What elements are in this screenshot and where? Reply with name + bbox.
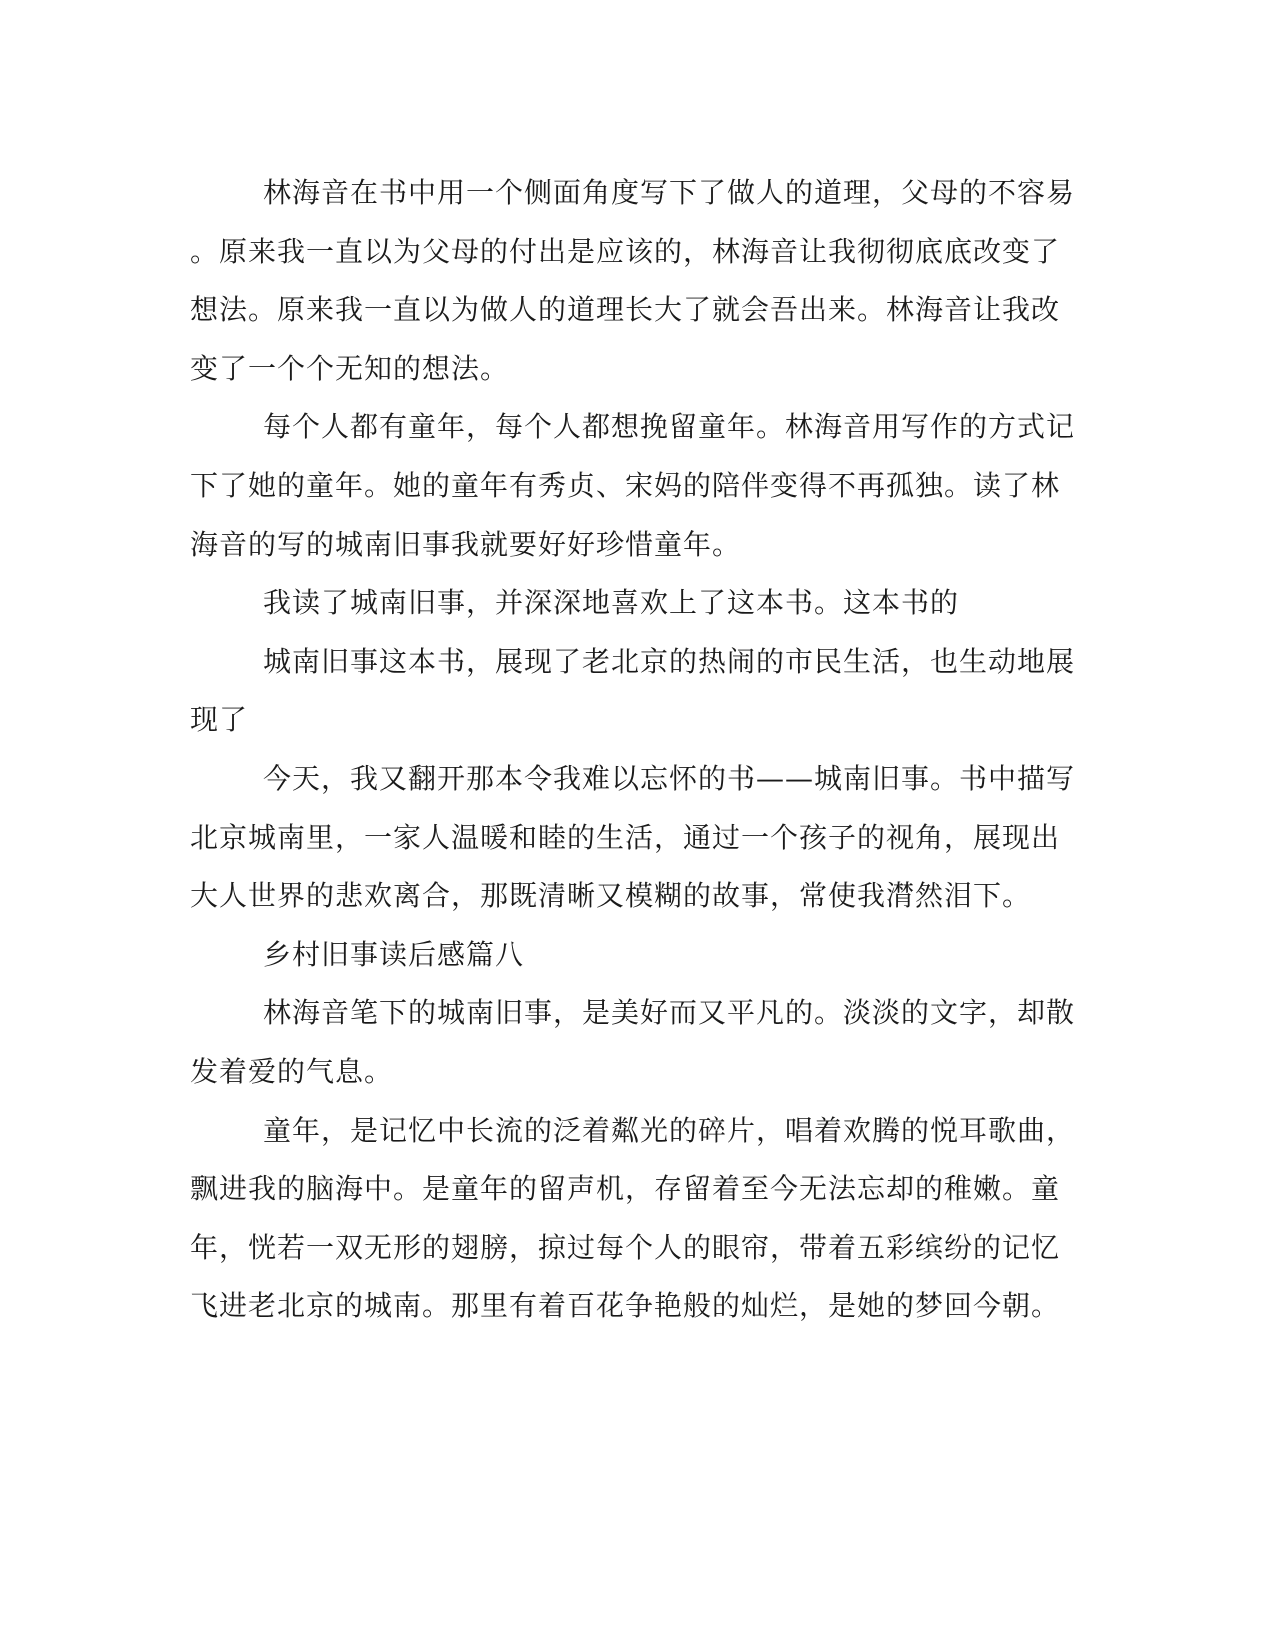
- body-text: [190, 164, 1090, 1336]
- text-line: 飘进我的脑海中。是童年的留声机，存留着至今无法忘却的稚嫩。童: [190, 1172, 1061, 1206]
- text-line: 。原来我一直以为父母的付出是应该的，林海音让我彻彻底底改变了: [190, 234, 1061, 268]
- text-line: 下了她的童年。她的童年有秀贞、宋妈的陪伴变得不再孤独。读了林: [190, 468, 1061, 502]
- text-line: 现了: [190, 703, 249, 737]
- text-line: 变了一个个无知的想法。: [190, 351, 510, 385]
- text-line: 我读了城南旧事，并深深地喜欢上了这本书。这本书的: [263, 586, 960, 620]
- text-line: 海音的写的城南旧事我就要好好珍惜童年。: [190, 527, 742, 561]
- text-line: 想法。原来我一直以为做人的道理长大了就会吾出来。林海音让我改: [190, 293, 1061, 327]
- text-line: 童年，是记忆中长流的泛着粼光的碎片，唱着欢腾的悦耳歌曲，: [263, 1113, 1076, 1147]
- text-line: 飞进老北京的城南。那里有着百花争艳般的灿烂，是她的梦回今朝。: [190, 1289, 1061, 1323]
- section-heading: 乡村旧事读后感篇八: [263, 937, 525, 971]
- text-line: 发着爱的气息。: [190, 1054, 394, 1088]
- text-line: 林海音笔下的城南旧事，是美好而又平凡的。淡淡的文字，却散: [263, 996, 1076, 1030]
- text-line: 每个人都有童年，每个人都想挽留童年。林海音用写作的方式记: [263, 410, 1076, 444]
- text-line: 今天，我又翻开那本令我难以忘怀的书——城南旧事。书中描写: [263, 761, 1076, 795]
- text-line: 年，恍若一双无形的翅膀，掠过每个人的眼帘，带着五彩缤纷的记忆: [190, 1230, 1061, 1264]
- text-line: 城南旧事这本书，展现了老北京的热闹的市民生活，也生动地展: [263, 644, 1076, 678]
- text-line: 林海音在书中用一个侧面角度写下了做人的道理，父母的不容易: [263, 176, 1076, 209]
- text-line: 北京城南里，一家人温暖和睦的生活，通过一个孩子的视角，展现出: [190, 820, 1061, 854]
- text-line: 大人世界的悲欢离合，那既清晰又模糊的故事，常使我潸然泪下。: [190, 879, 1032, 913]
